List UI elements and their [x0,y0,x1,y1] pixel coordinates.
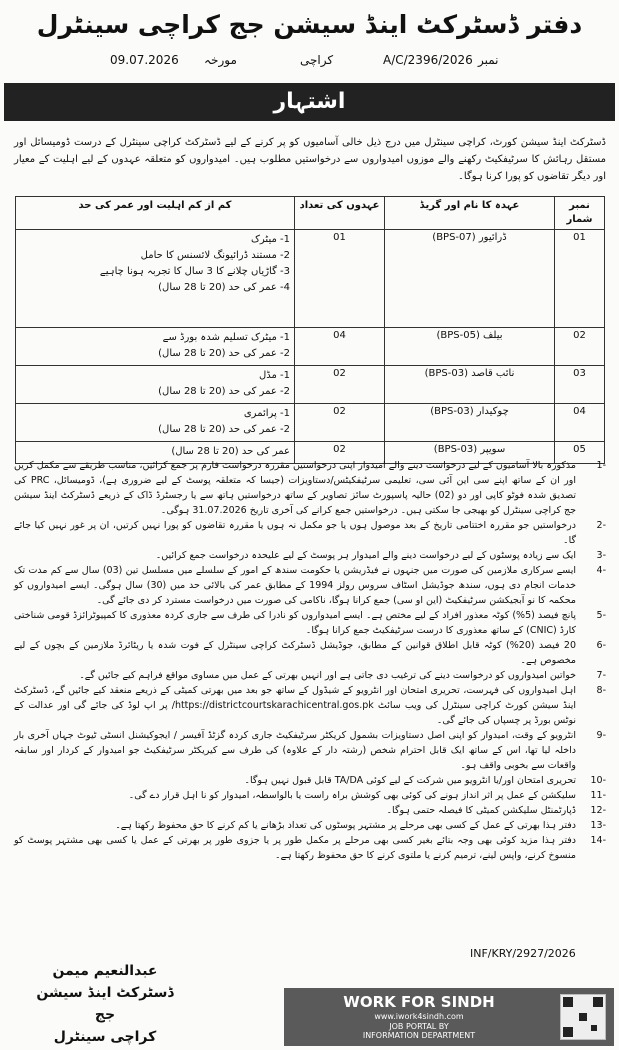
col-count: عہدوں کی تعداد [295,197,385,230]
term-text: تحریری امتحان اور/یا انٹرویو میں شرکت کے لیے کوئی TA/DA قابل قبول نہیں ہوگا۔ [244,775,576,786]
table-row [16,230,605,328]
term-number: -1 [596,460,606,471]
term-number: -8 [596,685,606,696]
row-post: بیلف (BPS-05) [385,328,555,366]
row-serial: 03 [555,366,605,404]
row-serial: 01 [555,230,605,328]
qr-code-icon [560,994,606,1040]
term-number: -11 [590,790,606,801]
requirement-line: 1- میٹرک [250,234,290,245]
col-requirements: کم از کم اہلیت اور عمر کی حد [16,197,295,230]
term-number: -7 [596,670,606,681]
table-row [16,328,605,366]
list-item [14,788,606,803]
col-post: عہدہ کا نام اور گریڈ [385,197,555,230]
term-text: 20 فیصد (20%) کوٹہ قابل اطلاق قوانین کے مطابق، جوڈیشل ڈسٹرکٹ کراچی سینٹرل کے فوت شدہ یا ریٹائرڈ ملازمین کے بچوں کے لیے مخصوص ہے۔ [14,640,576,666]
list-item [14,518,606,548]
row-requirements [16,404,295,442]
row-count: 02 [295,404,385,442]
reference-number: A/C/2396/2026 [383,53,473,67]
col-serial: نمبر شمار [555,197,605,230]
wfs-portal-text [284,1022,554,1040]
requirement-line: 2- عمر کی حد (20 تا 28 سال) [158,424,290,435]
list-item [14,833,606,863]
posts-table [15,196,605,464]
row-requirements [16,328,295,366]
list-item [14,638,606,668]
term-number: -2 [596,520,606,531]
term-text: درخواستیں جو مقررہ اختتامی تاریخ کے بعد موصول ہوں یا جو مکمل نہ ہوں یا مقررہ تقاضوں کو پورا نہیں کرتیں، ان پر غور نہیں کیا جائے گا۔ [14,520,576,546]
row-serial: 04 [555,404,605,442]
term-text: دفتر ہذا مزید کوئی بھی وجہ بتائے بغیر کسی بھی مرحلے پر مکمل طور پر یا جزوی طور پر بھرتی کے عمل یا کسی بھی مشتہر پوسٹ کو منسوخ کرنے، واپس لینے، ترمیم کرنے یا ملتوی کرنے کا حق محفوظ رکھتا ہے۔ [14,835,576,861]
requirement-line: 4- عمر کی حد (20 تا 28 سال) [158,282,290,293]
wfs-title: WORK FOR SINDH [343,993,495,1011]
row-count: 02 [295,366,385,404]
term-text: مذکورہ بالا آسامیوں کے لیے درخواست دینے والے امیدوار اپنی درخواستیں مقررہ درخواست فارم پر جمع کرائیں، مناسب طریقے سے مکمل کریں اور ان کے ساتھ اپنے سی این آئی سی، تعلیمی سرٹیفکیٹس/دستاویزات (جیسا کہ متعلقہ پوسٹ کے لیے ضروری ہے)، ڈومیسائل، PRC کی تصدیق شدہ فوٹو کاپی اور دو (02) حالیہ پاسپورٹ سائز تصاویر کے ساتھ درخواستیں ہاتھ سے یا رجسٹرڈ ڈاک کے ذریعے ڈسٹرکٹ اینڈ سیشن جج کراچی سینٹرل کو بھیجی جا سکتی ہیں۔ درخواستیں جمع کرانے کی آخری تاریخ 31.07.2026 ہوگی۔ [14,460,576,516]
row-post: چوکیدار (BPS-03) [385,404,555,442]
requirement-line: عمر کی حد (20 تا 28 سال) [171,446,290,457]
signatory-name: عبدالنعیم میمن [52,963,158,979]
term-text: سلیکشن کے عمل پر اثر انداز ہونے کی کوئی بھی کوشش براہ راست یا بالواسطہ، امیدوار کو نا اہل قرار دے گی۔ [128,790,576,801]
intro-paragraph: ڈسٹرکٹ اینڈ سیشن کورٹ، کراچی سینٹرل میں درج ذیل خالی آسامیوں کو پر کرنے کے لیے ڈسٹرکٹ کراچی سینٹرل کے درست ڈومیسائل اور مستقل رہائش کا سرٹیفکیٹ رکھنے والے موزوں امیدواروں سے درخواستیں مطلوب ہیں۔ امیدواروں کو متعلقہ عہدوں کے لیے اہلیت کے معیار اور دیگر تقاضوں کو پورا کرنا ہوگا۔ [14,137,606,182]
term-number: -3 [596,550,606,561]
requirement-line: 2- مستند ڈرائیونگ لائسنس کا حامل [140,250,290,261]
signatory-designation: ڈسٹرکٹ اینڈ سیشن جج [36,985,174,1023]
requirement-line: 1- میٹرک تسلیم شدہ بورڈ سے [162,332,290,343]
list-item [14,728,606,773]
list-item [14,548,606,563]
row-count: 01 [295,230,385,328]
reference-label: نمبر [478,53,499,67]
date-value: 09.07.2026 [110,53,179,67]
row-requirements [16,230,295,328]
signatory-place: کراچی سینٹرل [53,1029,157,1045]
term-number: -5 [596,610,606,621]
advertisement-banner: اشتہار [4,83,615,121]
row-serial: 05 [555,442,605,464]
term-text: خواتین امیدواروں کو درخواست دینے کی ترغیب دی جاتی ہے اور انہیں بھرتی کے عمل میں مساوی مواقع فراہم کیے جائیں گے۔ [79,670,576,681]
term-text: ایک سے زیادہ پوسٹوں کے لیے درخواست دینے والے امیدوار ہر پوسٹ کے لیے علیحدہ درخواست جمع کرائیں۔ [155,550,576,561]
requirement-line: 2- عمر کی حد (20 تا 28 سال) [158,386,290,397]
term-number: -10 [590,775,606,786]
term-number: -12 [590,805,606,816]
row-count: 04 [295,328,385,366]
terms-list [14,458,606,863]
wfs-line2: INFORMATION DEPARTMENT [362,1031,476,1040]
list-item [14,818,606,833]
row-post: نائب قاصد (BPS-03) [385,366,555,404]
list-item [14,668,606,683]
term-number: -6 [596,640,606,651]
requirement-line: 1- پرائمری [243,408,290,419]
term-text: پانچ فیصد (5%) کوٹہ معذور افراد کے لیے مختص ہے۔ ایسے امیدواروں کو نادرا کی طرف سے جاری کردہ معذوری کا کمپیوٹرائزڈ قومی شناختی کارڈ (CNIC) کے ساتھ معذوری کا درست سرٹیفکیٹ جمع کرانا ہوگا۔ [14,610,576,636]
wfs-line1: JOB PORTAL BY [389,1022,449,1031]
office-title: دفتر ڈسٹرکٹ اینڈ سیشن جج کراچی سینٹرل [36,10,583,39]
term-text: دفتر ہذا بھرتی کے عمل کے کسی بھی مرحلے پر مشتہر پوسٹوں کی تعداد بڑھانے یا کم کرنے کا حق محفوظ رکھتا ہے۔ [115,820,576,831]
inf-reference: INF/KRY/2927/2026 [470,947,576,960]
term-text: اہل امیدواروں کی فہرست، تحریری امتحان اور انٹرویو کے شیڈول کے ساتھ جو بعد میں بھرتی کمیٹی کے ذریعے منعقد کیے جائیں گے، ڈسٹرکٹ اینڈ سیشن کورٹ کراچی سینٹرل کی ویب سائٹ https://districtcourtskarachicentral.gos.pk/ پر اپ لوڈ کی جائے گی اور عدالت کے نوٹس بورڈ پر چسپاں کی جائے گی۔ [14,685,576,726]
table-row [16,366,605,404]
list-item [14,773,606,788]
list-item [14,458,606,518]
list-item [14,683,606,728]
city-label: کراچی [300,53,334,67]
term-number: -14 [590,835,606,846]
term-text: ایسے سرکاری ملازمین کی صورت میں جنہوں نے فیڈریشن یا حکومت سندھ کے امور کے سلسلے میں مسلسل تین (03) سال سے کم مدت تک خدمات انجام دی ہوں، سندھ جوڈیشل اسٹاف سروس رولز 1994 کے مطابق عمر کی بالائی حد میں (30) سال ہوگی۔ ایسے امیدواروں کو محکمہ کا نو آبجیکشن سرٹیفکیٹ (این او سی) جمع کرانا ہوگا، ناکامی کی صورت میں درخواست مسترد کر دی جائے گی۔ [14,565,576,606]
row-post: سویپر (BPS-03) [385,442,555,464]
signature-block [30,960,180,1048]
requirement-line: 1- مڈل [258,370,290,381]
row-post: ڈرائیور (BPS-07) [385,230,555,328]
work-for-sindh-banner [284,988,614,1046]
wfs-url: www.iwork4sindh.com [374,1012,464,1021]
row-serial: 02 [555,328,605,366]
list-item [14,563,606,608]
term-number: -4 [596,565,606,576]
list-item [14,803,606,818]
term-number: -13 [590,820,606,831]
date-label: مورخہ [204,53,237,67]
table-row [16,404,605,442]
requirement-line: 3- گاڑیاں چلانے کا 3 سال کا تجربہ ہونا چاہیے [99,266,290,277]
row-requirements [16,366,295,404]
term-number: -9 [596,730,606,741]
term-text: انٹرویو کے وقت، امیدوار کو اپنی اصل دستاویزات بشمول کریکٹر سرٹیفکیٹ جاری کردہ گزٹڈ آفیسر / ایجوکیشنل انسٹی ٹیوٹ جہاں آخری بار داخلہ لیا تھا، اس کے ساتھ ایک قابل احترام شخص (رشتہ دار کے علاوہ) کی طرف سے کیریکٹر سرٹیفکیٹ جو امیدوار کے کردار اور سابقہ واقعات سے بخوبی واقف ہو۔ [14,730,576,771]
list-item [14,608,606,638]
term-text: ڈپارٹمنٹل سلیکشن کمیٹی کا فیصلہ حتمی ہوگا۔ [386,805,576,816]
row-count: 02 [295,442,385,464]
requirement-line: 2- عمر کی حد (20 تا 28 سال) [158,348,290,359]
